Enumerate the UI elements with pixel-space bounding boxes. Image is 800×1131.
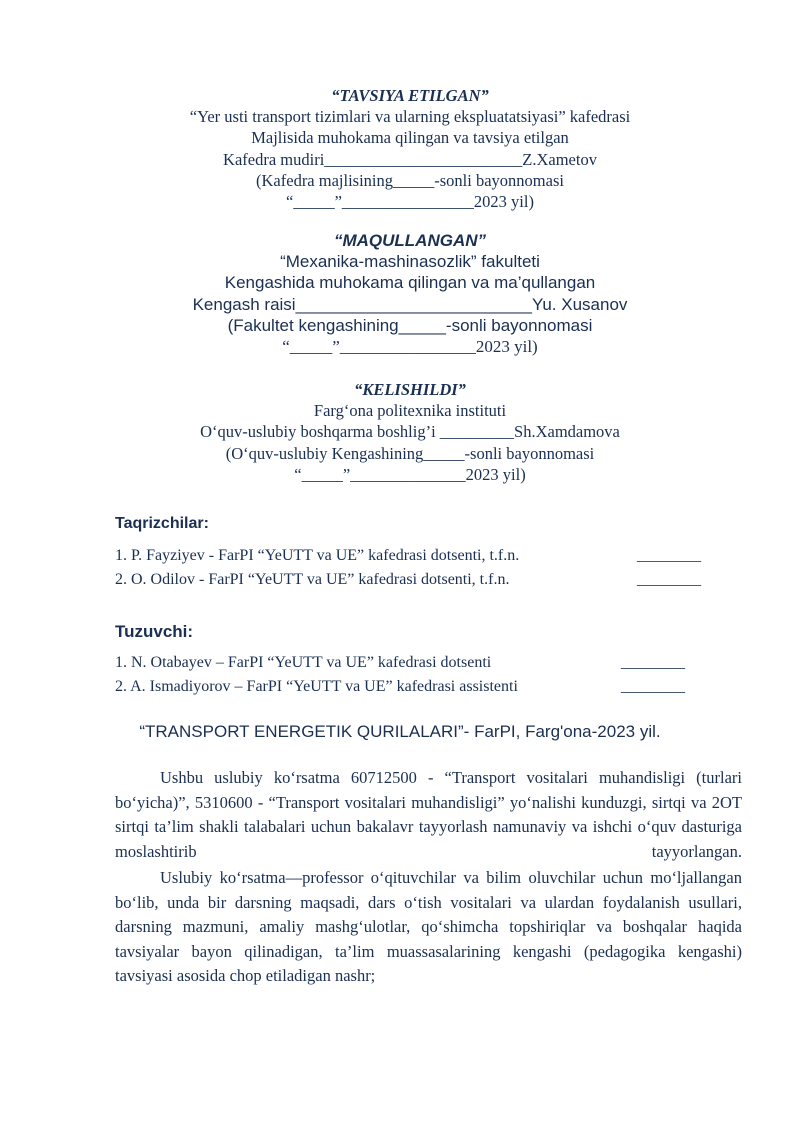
reviewer-name: 1. P. Fayziyev - FarPI “YeUTT va UE” kafedrasi dotsenti, t.f.n. xyxy=(115,547,520,564)
approval-recommended xyxy=(100,85,720,212)
reviewers-title: Taqrizchilar: xyxy=(115,515,209,532)
faculty-protocol-number: (Fakultet kengashining_____-sonli bayonnomasi xyxy=(227,315,593,335)
institute-name: Farg‘ona politexnika instituti xyxy=(313,401,507,420)
faculty-name: “Mexanika-mashinasozlik” fakulteti xyxy=(280,252,540,271)
department-protocol-date: “_____”________________2023 yil) xyxy=(286,192,534,212)
reviewer-signature-line: ________ xyxy=(637,571,701,588)
methodical-protocol-number: (O‘quv-uslubiy Kengashining_____-sonli bayonnomasi xyxy=(225,443,595,463)
reviewer-row xyxy=(115,545,725,567)
compilers-title: Tuzuvchi: xyxy=(115,622,194,641)
approval-approved xyxy=(100,230,720,357)
department-discussion-note: Majlisida muhokama qilingan va tavsiya etilgan xyxy=(251,128,569,148)
body-paragraph: Uslubiy ko‘rsatma—professor o‘qituvchilar va bilim oluvchilar uchun mo‘ljallangan bo‘lib, unda bir darsning maqsadi, dars o‘tish vositalari va ulardan foydalanish usullari, darsning mazmuni, amaliy mashg‘ulotlar, qo‘shimcha topshiriqlar va boshqalar haqida tavsiyalar bayon qilinadigan, ta’lim muassasalarining kengashi (pedagogika kengashi) tavsiyasi asosida chop etiladigan nashr; xyxy=(115,868,742,986)
compiler-row xyxy=(115,676,725,698)
document-title: “TRANSPORT ENERGETIK QURILALARI”- FarPI, Farg'ona-2023 yil. xyxy=(139,722,661,741)
compiler-name: 2. A. Ismadiyorov – FarPI “YeUTT va UE” kafedrasi assistenti xyxy=(115,678,518,695)
council-chair-signature: Kengash raisi_________________________Yu. Xusanov xyxy=(192,294,628,314)
department-name: “Yer usti transport tizimlari va ularning ekspluatatsiyasi” kafedrasi xyxy=(189,107,631,126)
faculty-protocol-date: “_____”________________2023 yil) xyxy=(282,337,538,357)
reviewer-name: 2. O. Odilov - FarPI “YeUTT va UE” kafedrasi dotsenti, t.f.n. xyxy=(115,571,510,588)
body-paragraph: Ushbu uslubiy ko‘rsatma 60712500 - “Transport vositalari muhandisligi (turlari bo‘yicha)”, 5310600 - “Transport vositalari muhandisligi” yo‘nalishi kunduzgi, sirtqi va 2OT sirtqi ta’lim shakli talabalari uchun bakalavr tayyorlash namunaviy va ishchi o‘quv dasturiga moslashtirib tayyorlangan. xyxy=(115,768,742,861)
methodical-head-signature: O‘quv-uslubiy boshqarma boshlig’i _________Sh.Xamdamova xyxy=(200,422,620,442)
methodical-protocol-date: “_____”______________2023 yil) xyxy=(294,464,526,484)
compiler-signature-line: ________ xyxy=(621,654,685,671)
compiler-row xyxy=(115,652,725,674)
reviewer-signature-line: ________ xyxy=(637,547,701,564)
compiler-signature-line: ________ xyxy=(621,678,685,695)
department-head-signature: Kafedra mudiri________________________Z.Xametov xyxy=(223,149,597,169)
department-protocol-number: (Kafedra majlisining_____-sonli bayonnomasi xyxy=(256,170,564,190)
approval-agreed xyxy=(100,379,720,485)
reviewer-row xyxy=(115,569,725,591)
approval-recommended-heading: “TAVSIYA ETILGAN” xyxy=(331,86,489,105)
approval-approved-heading: “MAQULLANGAN” xyxy=(333,231,487,250)
approval-agreed-heading: “KELISHILDI” xyxy=(354,380,466,399)
compiler-name: 1. N. Otabayev – FarPI “YeUTT va UE” kafedrasi dotsenti xyxy=(115,654,492,671)
faculty-discussion-note: Kengashida muhokama qilingan va ma’qullangan xyxy=(224,273,596,293)
